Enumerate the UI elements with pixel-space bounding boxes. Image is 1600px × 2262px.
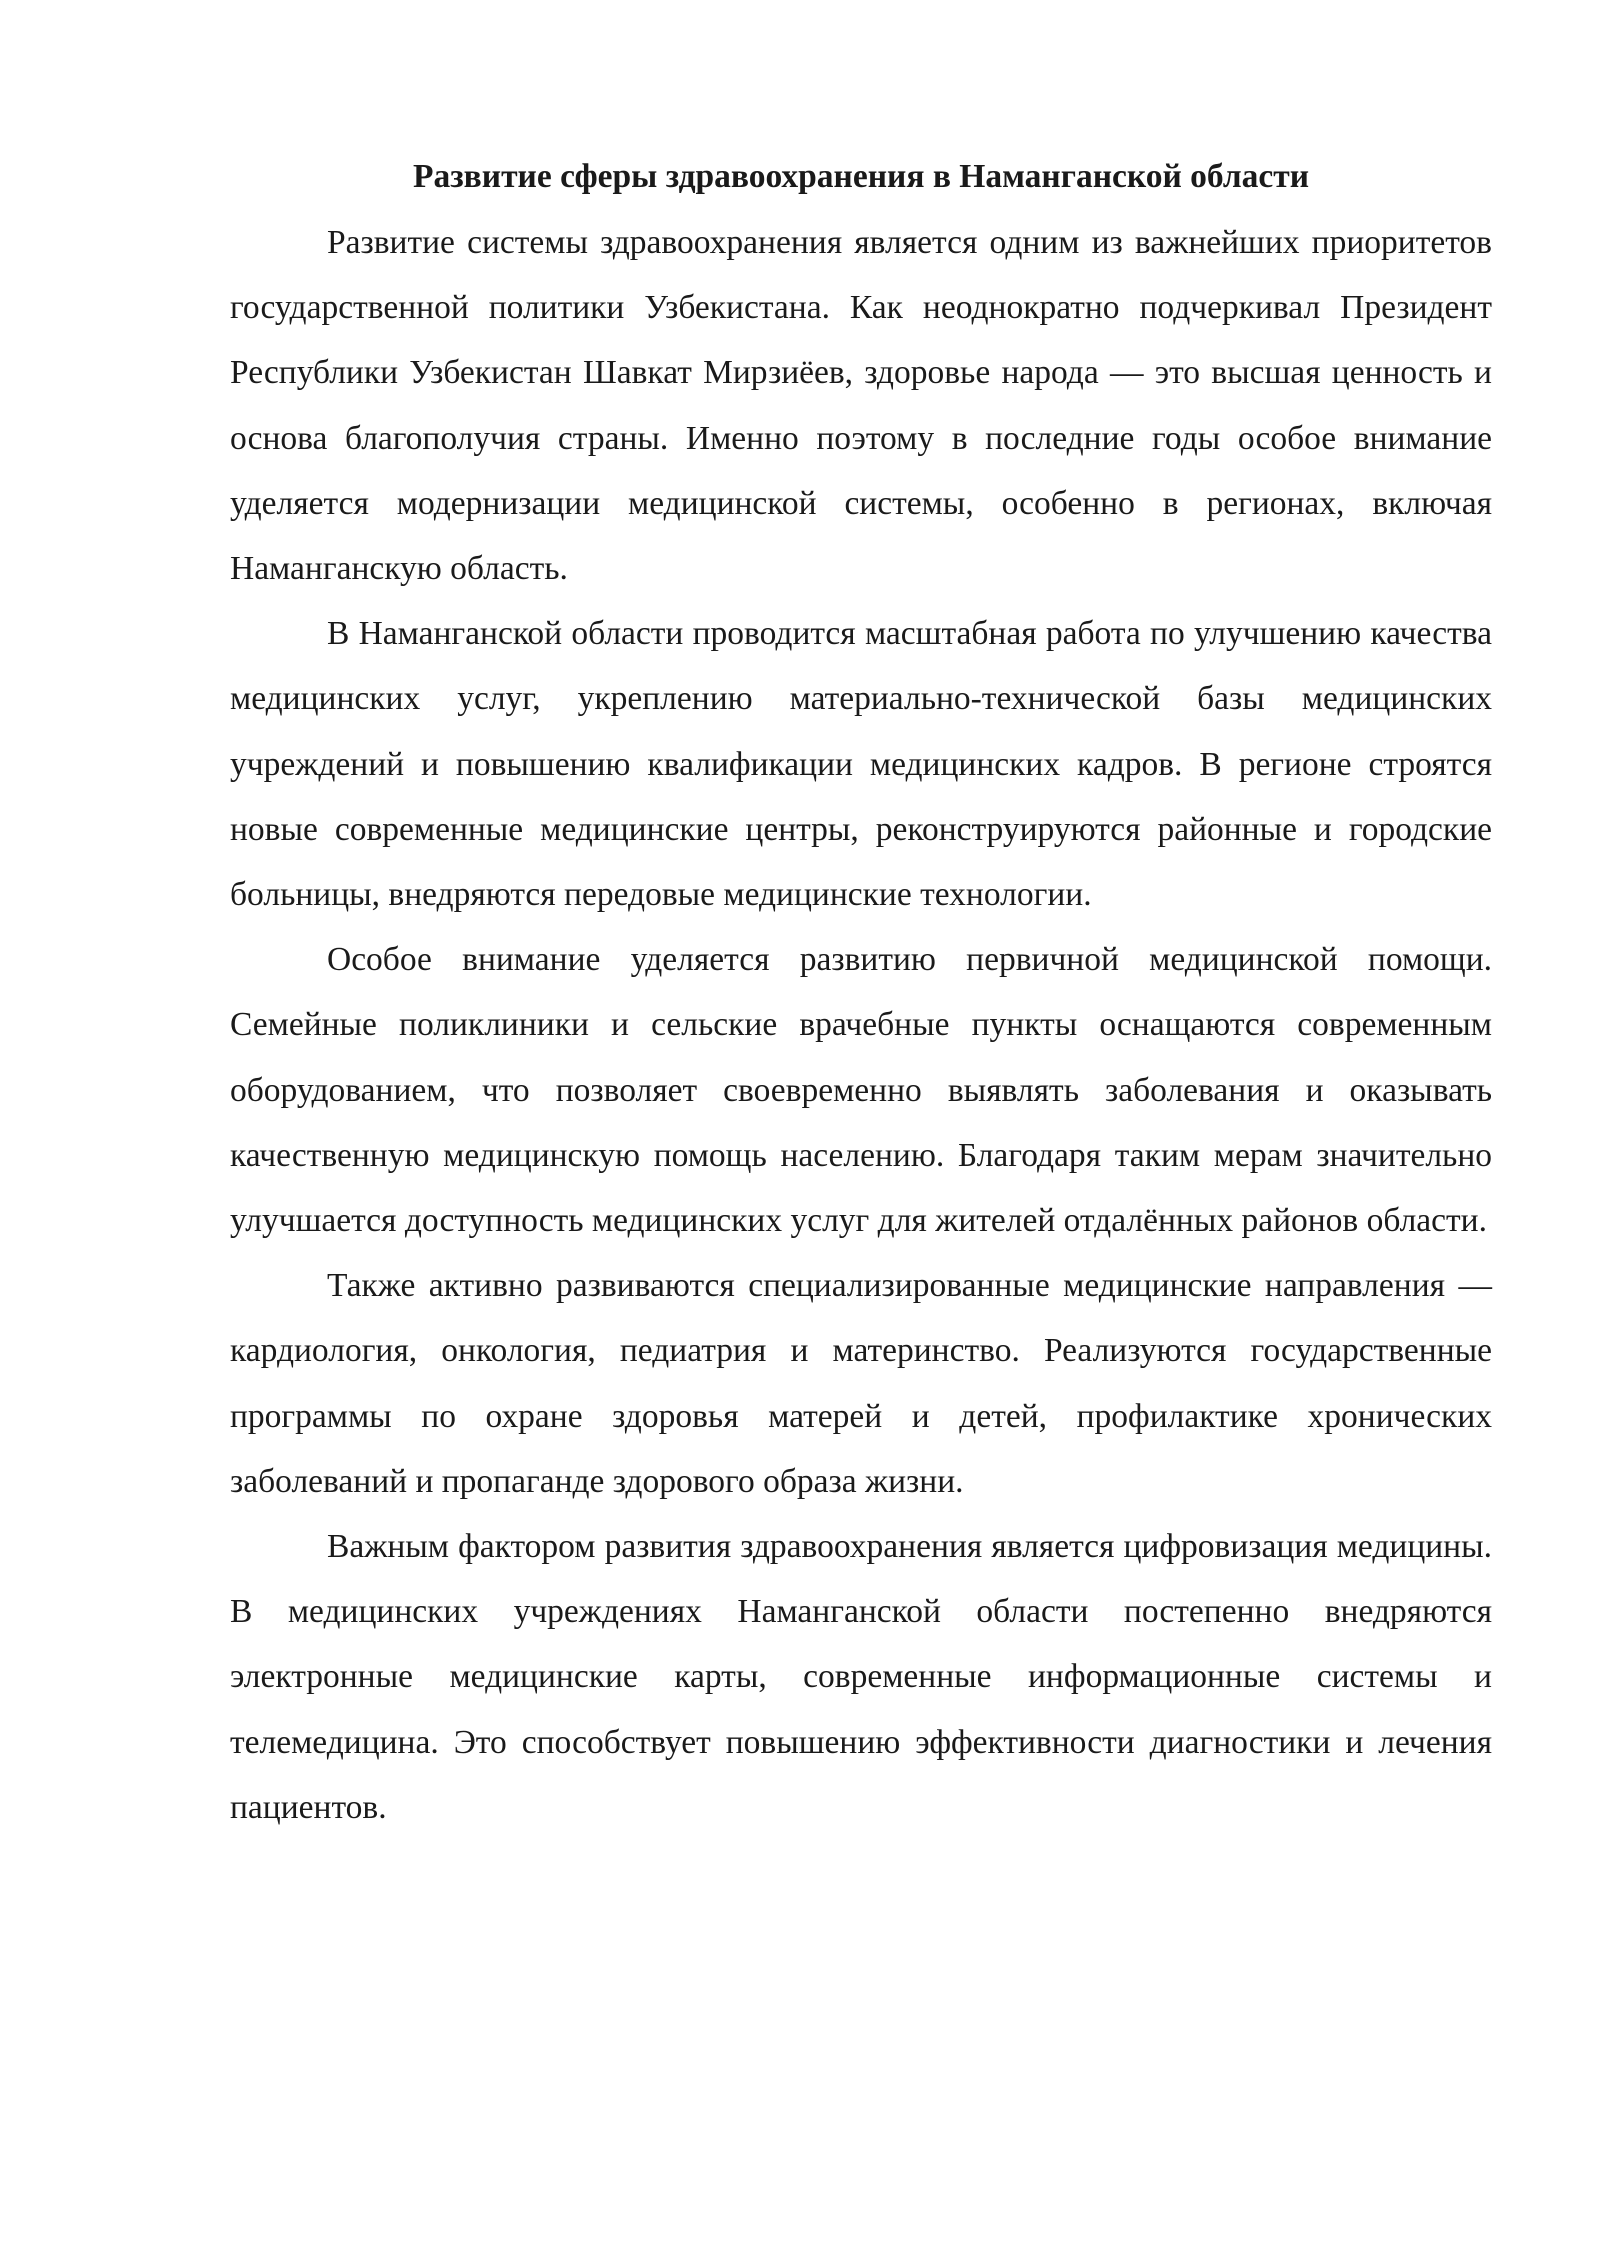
paragraph-5: Важным фактором развития здравоохранения является цифровизация медицины. В медицинских учреждениях Наманганской области постепенно внедряются электронные медицинские карты, современные информационные системы и телемедицина. Это способствует повышению эффективности диагностики и лечения пациентов. [230,1528,1492,1826]
paragraph-4: Также активно развиваются специализированные медицинские направления — кардиология, онкология, педиатрия и материнство. Реализуются государственные программы по охране здоровья матерей и детей, профилактике хронических заболеваний и пропаганде здорового образа жизни. [230,1267,1492,1500]
paragraph-1: Развитие системы здравоохранения является одним из важнейших приоритетов государственной политики Узбекистана. Как неоднократно подчеркивал Президент Республики Узбекистан Шавкат Мирзиёев, здоровье народа — это высшая ценность и основа благополучия страны. Именно поэтому в последние годы особое внимание уделяется модернизации медицинской системы, особенно в регионах, включая Наманганскую область. [230,224,1492,588]
paragraph-3: Особое внимание уделяется развитию первичной медицинской помощи. Семейные поликлиники и сельские врачебные пункты оснащаются современным оборудованием, что позволяет своевременно выявлять заболевания и оказывать качественную медицинскую помощь населению. Благодаря таким мерам значительно улучшается доступность медицинских услуг для жителей отдалённых районов области. [230,941,1492,1240]
paragraph-2: В Наманганской области проводится масштабная работа по улучшению качества медицинских услуг, укреплению материально-технической базы медицинских учреждений и повышению квалификации медицинских кадров. В регионе строятся новые современные медицинские центры, реконструируются районные и городские больницы, внедряются передовые медицинские технологии. [230,615,1492,914]
document-body [230,150,1492,1840]
document-title: Развитие сферы здравоохранения в Наманганской области [413,158,1309,195]
